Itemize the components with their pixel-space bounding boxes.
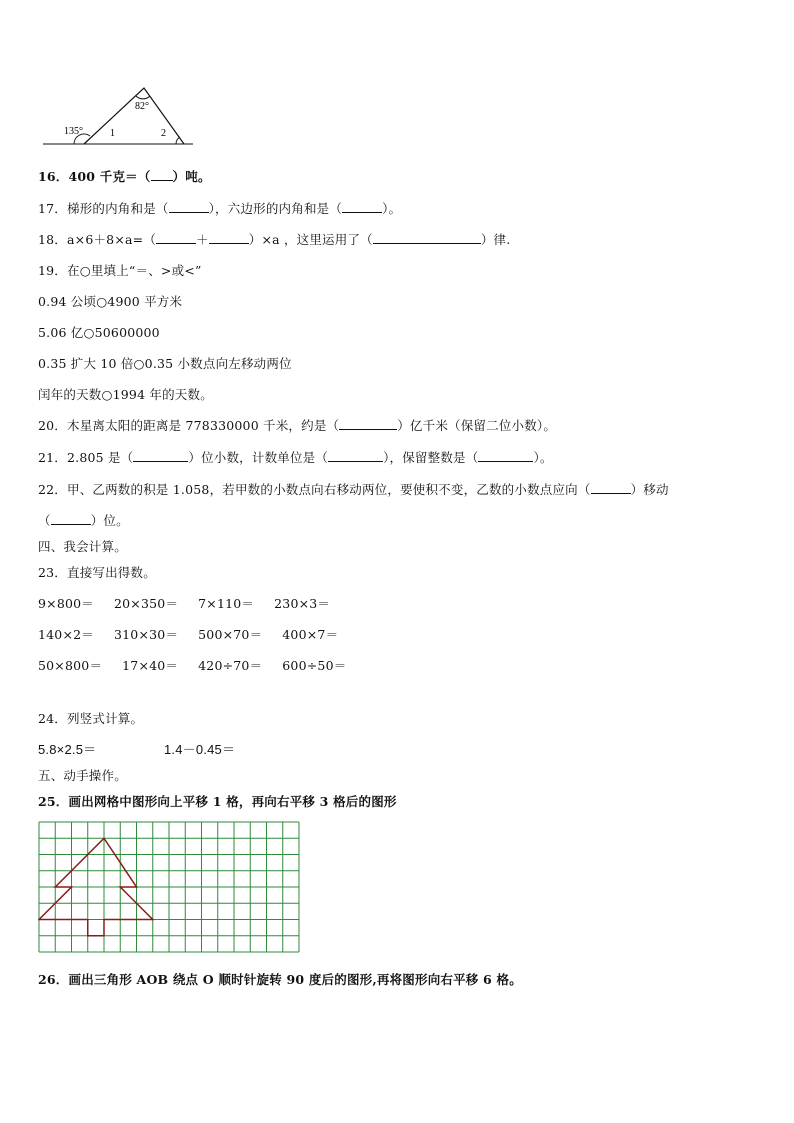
q23-item: 20×350＝ — [114, 596, 179, 611]
q22-text-pre: 22．甲、乙两数的积是 1.058，若甲数的小数点向右移动两位，要使积不变，乙数的小数点应向（ — [38, 482, 591, 497]
q17-text-post: ）。 — [382, 201, 402, 216]
q23-item: 50×800＝ — [38, 658, 103, 673]
q17-text-mid: ），六边形的内角和是（ — [208, 201, 343, 216]
q18-blank-2[interactable] — [209, 232, 249, 244]
question-18 — [38, 230, 510, 248]
angle-135-label: 135° — [64, 126, 83, 137]
q20-text-post: ）亿千米（保留二位小数）。 — [397, 418, 557, 433]
q23-item: 17×40＝ — [122, 658, 179, 673]
q23-item: 420÷70＝ — [198, 658, 263, 673]
question-23-title: 23．直接写出得数。 — [38, 565, 156, 580]
q18-text-post: ）律. — [480, 232, 511, 247]
q21-text-post: ）。 — [533, 450, 553, 465]
q20-blank[interactable] — [339, 418, 397, 430]
q23-row-1 — [38, 594, 350, 612]
angle-1-label: 1 — [110, 128, 115, 139]
q23-item: 7×110＝ — [198, 596, 255, 611]
question-22-line-2 — [38, 511, 129, 529]
q24-item-2: 1.4－0.45＝ — [164, 742, 236, 757]
angle-2-label: 2 — [161, 128, 166, 139]
q21-text-mid: ）位小数，计数单位是（ — [188, 450, 329, 465]
angle-82-label: 82° — [135, 101, 149, 112]
q22-text-post: ）移动 — [630, 482, 669, 497]
section-4-heading: 四、我会计算。 — [38, 539, 127, 554]
q21-blank-1[interactable] — [133, 450, 188, 462]
question-16 — [38, 167, 211, 185]
q23-row-2 — [38, 625, 358, 643]
q16-text-post: ）吨。 — [172, 169, 211, 184]
q21-text-pre: 21．2.805 是（ — [38, 450, 134, 465]
q19-item-3: 0.35 扩大 10 倍○0.35 小数点向左移动两位 — [38, 356, 292, 371]
q18-blank-1[interactable] — [156, 232, 196, 244]
q19-item-1: 0.94 公顷○4900 平方米 — [38, 294, 183, 309]
question-26-title: 26．画出三角形 AOB 绕点 O 顺时针旋转 90 度后的图形,再将图形向右平移 6 格。 — [38, 972, 522, 987]
q24-items — [38, 739, 235, 758]
triangle-angle-figure — [38, 78, 198, 148]
question-24-title: 24．列竖式计算。 — [38, 711, 144, 726]
q23-item: 400×7＝ — [282, 627, 339, 642]
grid-lines — [39, 822, 299, 952]
q21-blank-3[interactable] — [478, 450, 533, 462]
question-20 — [38, 416, 556, 434]
q18-blank-3[interactable] — [373, 232, 481, 244]
q21-blank-2[interactable] — [328, 450, 383, 462]
q20-text-pre: 20．木星离太阳的距离是 778330000 千米，约是（ — [38, 418, 340, 433]
q23-row-3 — [38, 656, 366, 674]
q17-blank-2[interactable] — [342, 201, 382, 213]
q22-line2-pre: （ — [38, 513, 51, 528]
q22-blank-2[interactable] — [51, 513, 91, 525]
q18-text-mid2: ）×a ，这里运用了（ — [248, 232, 373, 247]
q23-item: 500×70＝ — [198, 627, 263, 642]
q22-line2-post: ）位。 — [90, 513, 129, 528]
question-17 — [38, 199, 401, 217]
q23-item: 230×3＝ — [274, 596, 331, 611]
q21-text-mid2: ），保留整数是（ — [383, 450, 479, 465]
q18-text-mid: ＋ — [196, 232, 209, 247]
question-19-title: 19．在○里填上“＝、>或<” — [38, 263, 202, 278]
question-21 — [38, 448, 553, 466]
q24-item-1: 5.8×2.5＝ — [38, 742, 97, 757]
q19-item-4: 闰年的天数○1994 年的天数。 — [38, 387, 213, 402]
q17-text-pre: 17．梯形的内角和是（ — [38, 201, 169, 216]
q19-item-2: 5.06 亿○50600000 — [38, 325, 160, 340]
q17-blank-1[interactable] — [169, 201, 209, 213]
q18-text-pre: 18．a×6＋8×a=（ — [38, 232, 157, 247]
q25-grid-figure — [38, 821, 300, 954]
q23-item: 9×800＝ — [38, 596, 94, 611]
q16-blank[interactable] — [151, 169, 173, 181]
q23-item: 140×2＝ — [38, 627, 94, 642]
q22-blank-1[interactable] — [591, 482, 631, 494]
question-25-title: 25．画出网格中图形向上平移 1 格，再向右平移 3 格后的图形 — [38, 794, 397, 809]
q23-item: 600÷50＝ — [282, 658, 347, 673]
q23-item: 310×30＝ — [114, 627, 179, 642]
q16-text-pre: 16．400 千克＝（ — [38, 169, 151, 184]
question-22-line-1 — [38, 480, 669, 498]
section-5-heading: 五、动手操作。 — [38, 768, 127, 783]
